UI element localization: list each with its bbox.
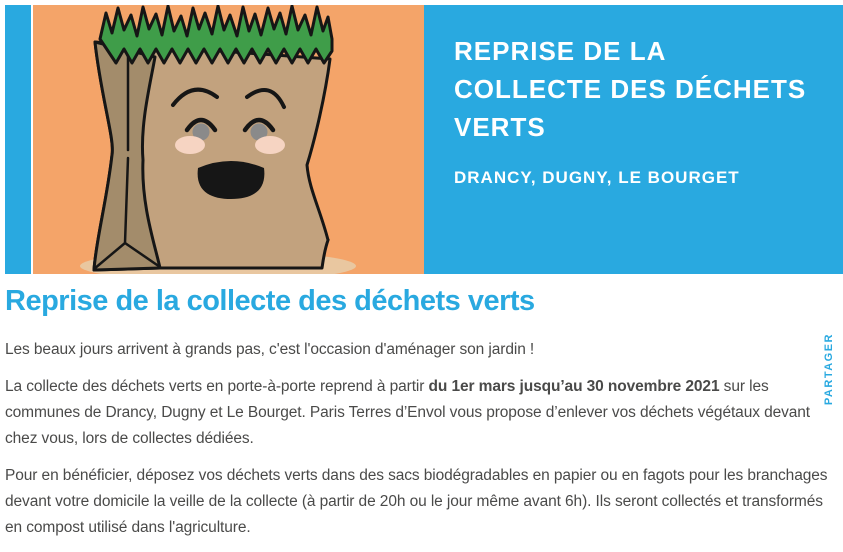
news-banner <box>5 5 843 274</box>
article-paragraph-dates <box>5 374 837 452</box>
left-cheek <box>175 136 205 154</box>
paragraph-text: Les beaux jours arrivent à grands pas, c'est l'occasion d'aménager son jardin ! <box>5 341 535 358</box>
article-paragraph-instructions <box>5 463 837 541</box>
article-paragraph-intro <box>5 337 837 363</box>
banner-illustration <box>33 5 424 274</box>
collection-period-bold: du 1er mars jusqu’au 30 novembre 2021 <box>428 378 720 395</box>
paragraph-text: sur les communes de Drancy, Dugny et Le Bourget. Paris Terres d’Envol vous propose d’enlever vos déchets végétaux devant chez vous, lors de collectes dédiées. <box>5 378 811 447</box>
banner-subtitle: DRANCY, DUGNY, LE BOURGET <box>454 168 740 187</box>
article-heading: Reprise de la collecte des déchets verts <box>5 285 535 317</box>
mouth <box>198 161 265 199</box>
share-link[interactable]: PARTAGER <box>823 333 835 406</box>
banner-left-strip <box>5 5 31 274</box>
article-body <box>0 281 843 552</box>
paper-bag-character-illustration <box>33 5 424 274</box>
right-cheek <box>255 136 285 154</box>
banner-text-panel <box>424 5 843 274</box>
paragraph-text: La collecte des déchets verts en porte-à-porte reprend à partir <box>5 378 429 395</box>
paragraph-text: Pour en bénéficier, déposez vos déchets verts dans des sacs biodégradables en papier ou en fagots pour les branchages devant votre domicile la veille de la collecte (à partir de 20h ou le jour même avant 6h). Ils seront collectés et transformés en compost utilisé dans l'agriculture. <box>5 467 828 536</box>
banner-title: REPRISE DE LA COLLECTE DES DÉCHETS VERTS <box>454 36 807 142</box>
